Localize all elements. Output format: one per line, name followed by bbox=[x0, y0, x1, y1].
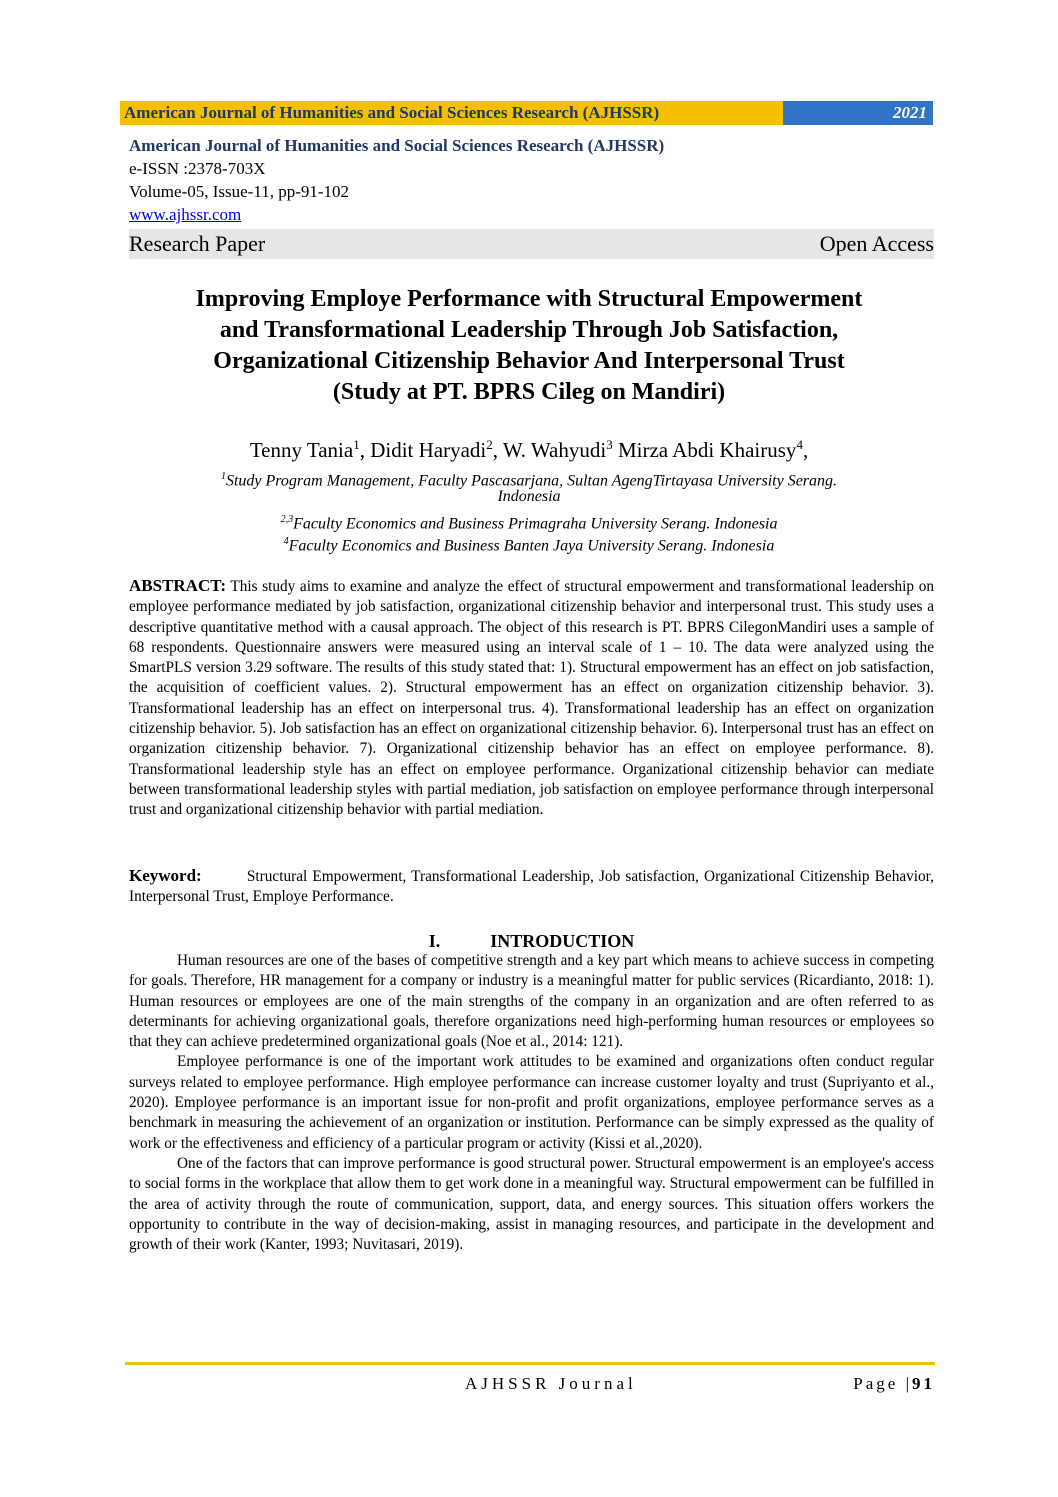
author-separator: , bbox=[492, 438, 503, 462]
title-line: Improving Employe Performance with Structural Empowerment bbox=[195, 286, 863, 312]
page-label: Page | bbox=[853, 1374, 912, 1393]
affiliation-sup: 1 bbox=[220, 471, 226, 482]
author-name: Mirza Abdi Khairusy bbox=[617, 438, 797, 462]
title-line: (Study at PT. BPRS Cileg on Mandiri) bbox=[332, 379, 726, 405]
keywords-label: Keyword: bbox=[129, 866, 202, 885]
author-sup: 4 bbox=[796, 437, 803, 452]
author-separator: , bbox=[802, 438, 809, 462]
affiliation-text: Faculty Economics and Business Primagraha University Serang. Indonesia bbox=[293, 515, 778, 533]
footer-journal-name: AJHSSR Journal bbox=[465, 1374, 637, 1393]
affiliation-text: Indonesia bbox=[497, 488, 561, 505]
author-sup: 2 bbox=[486, 437, 493, 452]
footer-page-number bbox=[853, 1374, 935, 1394]
author-name: Tenny Tania bbox=[249, 438, 354, 462]
introduction-body bbox=[129, 951, 934, 1255]
journal-meta bbox=[129, 135, 934, 226]
affiliation-text: Study Program Management, Faculty Pascasarjana, Sultan AgengTirtayasa University Serang. bbox=[225, 472, 838, 490]
title-line: Organizational Citizenship Behavior And Interpersonal Trust bbox=[213, 348, 845, 374]
keywords bbox=[129, 866, 934, 908]
page-footer bbox=[125, 1374, 935, 1398]
author-separator: , bbox=[359, 438, 371, 462]
paper-type: Research Paper bbox=[129, 231, 266, 256]
header-year: 2021 bbox=[783, 101, 933, 125]
paper-type-bar bbox=[129, 229, 934, 259]
author-sup: 1 bbox=[353, 437, 360, 452]
abstract-label: ABSTRACT: bbox=[129, 576, 226, 595]
body-paragraph: Human resources are one of the bases of competitive strength and a key part which means to achieve success in competing for goals. Therefore, HR management for a company or industry is a meaningful matter for public services (Ricardianto, 2018: 1). Human resources or employees are one of the main strengths of the company in an organization and are often referred to as determinants for achieving organizational goals, therefore organizations need high-performing human resources or employees so that they can achieve predetermined organizational goals (Noe et al., 2014: 121). bbox=[129, 952, 934, 1051]
meta-journal-name: American Journal of Humanities and Social Sciences Research (AJHSSR) bbox=[129, 136, 665, 155]
abstract-text: This study aims to examine and analyze the effect of structural empowerment and transformational leadership on employee performance mediated by job satisfaction, organizational citizenship behavior and interpersonal trust. This study uses a descriptive quantitative method with a causal approach. The object of this research is PT. BPRS CilegonMandiri uses a sample of 68 respondents. Questionnaire answers were measured using an interval scale of 1 – 10. The data were analyzed using the SmartPLS version 3.29 software. The results of this study stated that: 1). Structural empowerment has an effect on job satisfaction, the acquisition of coefficient values. 2). Structural empowerment has an effect on organization citizenship behavior. 3). Transformational leadership has an effect on interpersonal trus. 4). Transformational leadership has an effect on organization citizenship behavior. 5). Job satisfaction has an effect on organizational citizenship behavior. 6). Interpersonal trust has an effect on organization citizenship behavior. 7). Organizational citizenship behavior has an effect on employee performance. 8). Transformational leadership style has an effect on employee performance. Organizational citizenship behavior can mediate between transformational leadership styles with partial mediation, job satisfaction on employee performance through interpersonal trust and organizational citizenship behavior with partial mediation. bbox=[129, 578, 934, 819]
affiliation bbox=[118, 510, 940, 534]
affiliation-text: Faculty Economics and Business Banten Jaya University Serang. Indonesia bbox=[288, 537, 775, 555]
body-paragraph: Employee performance is one of the important work attitudes to be examined and organizations often conduct regular surveys related to employee performance. High employee performance can increase customer loyalty and trust (Supriyanto et al., 2020). Employee performance is an important issue for non-profit and profit organizations, employee performance serves as a benchmark in measuring the achievement of an organization or institution. Performance can be simply expressed as the quality of work or the effectiveness and efficiency of a particular program or activity (Kissi et al.,2020). bbox=[129, 1053, 934, 1152]
keywords-text: Structural Empowerment, Transformational Leadership, Job satisfaction, Organizational Citizenship Behavior, Interpersonal Trust, Employe Performance. bbox=[129, 868, 934, 906]
author-list bbox=[118, 431, 940, 464]
author-name: Didit Haryadi bbox=[370, 438, 487, 462]
affiliation-sup: 4 bbox=[283, 536, 289, 547]
page-number: 91 bbox=[912, 1374, 935, 1393]
access-type: Open Access bbox=[819, 231, 934, 256]
paper-title bbox=[118, 284, 940, 408]
affiliation bbox=[118, 487, 940, 507]
section-title: INTRODUCTION bbox=[490, 931, 635, 951]
volume-info: Volume-05, Issue-11, pp-91-102 bbox=[129, 182, 350, 201]
body-paragraph: One of the factors that can improve performance is good structural power. Structural empowerment is an employee's access to social forms in the workplace that allow them to get work done in a meaningful way. Structural empowerment can be fulfilled in the area of activity through the route of communication, support, data, and energy sources. This situation offers workers the opportunity to contribute in the way of decision-making, assist in managing resources, and participate in the development and growth of their work (Kanter, 1993; Nuvitasari, 2019). bbox=[129, 1154, 934, 1254]
section-heading bbox=[129, 930, 934, 952]
affiliation-sup: 2,3 bbox=[280, 514, 294, 525]
abstract bbox=[129, 576, 934, 821]
header-journal-name: American Journal of Humanities and Social Sciences Research (AJHSSR) bbox=[120, 101, 783, 125]
author-name: W. Wahyudi bbox=[502, 438, 607, 462]
footer-divider bbox=[125, 1362, 935, 1365]
journal-website-link[interactable]: www.ajhssr.com bbox=[129, 205, 242, 224]
running-header bbox=[120, 101, 933, 125]
title-line: and Transformational Leadership Through Job Satisfaction, bbox=[219, 317, 839, 343]
issn: e-ISSN :2378-703X bbox=[129, 159, 266, 178]
section-number: I. bbox=[428, 931, 441, 951]
affiliation bbox=[118, 532, 940, 556]
author-sup: 3 bbox=[606, 437, 613, 452]
